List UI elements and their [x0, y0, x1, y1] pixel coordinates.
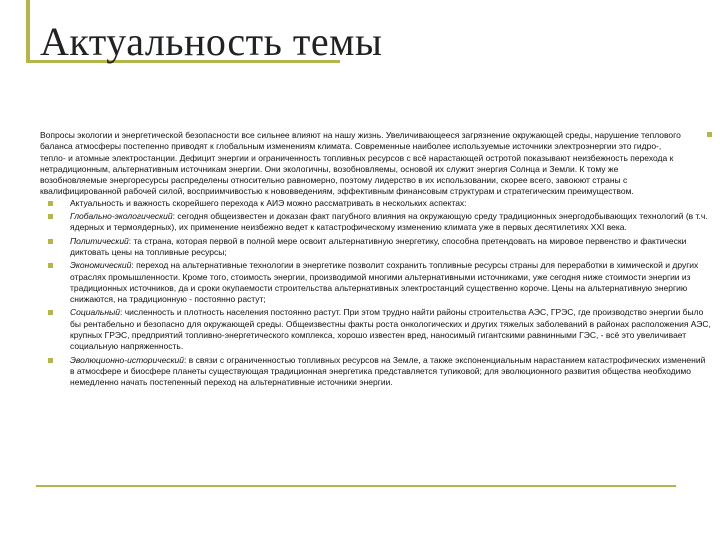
- aspect-term: Социальный: [70, 307, 121, 318]
- list-item-text: : сегодня общеизвестен и доказан факт пагубного влияния на окружающую среду традиционных энергодобывающих технологий (в т.ч. ядерных и термоядерных), их применение неизбежно ведет к катастрофическому изменению климата уже в первых десятилетиях XXI века.: [70, 211, 708, 233]
- aspect-term: Эволюционно-исторический: [70, 354, 184, 365]
- square-bullet-icon: [48, 214, 53, 219]
- list-item-text: : та страна, которая первой в полной мере освоит альтернативную энергетику, способна претендовать на мировое первенство и фактически диктовать цены на топливные ресурсы;: [70, 235, 687, 257]
- list-item: [40, 355, 712, 389]
- title-accent-vertical-line: [26, 0, 30, 62]
- square-bullet-icon: [48, 239, 53, 244]
- aspect-term: Политический: [70, 235, 129, 246]
- square-bullet-icon: [48, 310, 53, 315]
- list-item: [40, 307, 712, 352]
- intro-block: [40, 130, 712, 198]
- square-bullet-icon: [48, 201, 53, 206]
- aspect-term: Глобально-экологический: [70, 211, 173, 222]
- aspect-term: Экономический: [70, 260, 132, 271]
- aspect-list: [40, 198, 712, 389]
- slide-body: [40, 130, 712, 389]
- list-item: [40, 260, 712, 305]
- bottom-accent-line: [36, 485, 676, 487]
- list-item-text: : численность и плотность населения постоянно растут. При этом трудно найти районы строительства АЭС, ГРЭС, где производство энергии было бы рентабельно и безопасно для окружающей среды. Общеизвестны факты роста онкологических и других тяжелых заболеваний в районах расположения АЭС, крупных ГРЭС, предприятий топливно-энергетического комплекса, хорошо известен вред, наносимый гигантскими равнинными ГЭС, - всё это увеличивает социальную напряженность.: [70, 307, 711, 352]
- list-item: [40, 198, 712, 209]
- list-item: [40, 236, 712, 259]
- square-bullet-icon: [707, 132, 712, 137]
- list-item: [40, 211, 712, 234]
- slide-title: Актуальность темы: [40, 19, 383, 64]
- list-item-text: Актуальность и важность скорейшего перехода к АИЭ можно рассматривать в нескольких аспектах:: [70, 197, 467, 208]
- square-bullet-icon: [48, 358, 53, 363]
- list-item-text: : в связи с ограниченностью топливных ресурсов на Земле, а также экспоненциальным нарастанием катастрофических изменений в атмосфере и биосфере планеты существующая традиционная энергетика представляется тупиковой; для эволюционного развития общества необходимо немедленно начать постепенный переход на альтернативные источники энергии.: [70, 354, 706, 388]
- list-item-text: : переход на альтернативные технологии в энергетике позволит сохранить топливные ресурсы страны для переработки в химической и других отраслях промышленности. Кроме того, стоимость энергии, производимой многими альтернативными источниками, уже сегодня ниже стоимости энергии из традиционных источников, да и сроки окупаемости строительства альтернативных электростанций существенно короче. Цены на альтернативную энергию снижаются, на традиционную - постоянно растут;: [70, 260, 699, 305]
- square-bullet-icon: [48, 263, 53, 268]
- intro-paragraph: Вопросы экологии и энергетической безопасности все сильнее влияют на нашу жизнь. Увеличивающееся загрязнение окружающей среды, нарушение теплового баланса атмосферы постепенно приводят к глобальным изменениям климата. Современные наиболее используемые источники электроэнергии это гидро-, тепло- и атомные электростанции. Дефицит энергии и ограниченность топливных ресурсов с всё нарастающей остротой показывают неизбежность перехода к нетрадиционным, альтернативным источникам энергии. Они экологичны, возобновляемы, основой их служит энергия Солнца и Земли. К тому же возобновляемые энергоресурсы распределены относительно равномерно, поэтому лидерство в их использовании, скорее всего, завоюют страны с квалифицированной рабочей силой, восприимчивостью к нововведениям, эффективным финансовым структурам и стратегическим преимуществом.: [40, 130, 681, 197]
